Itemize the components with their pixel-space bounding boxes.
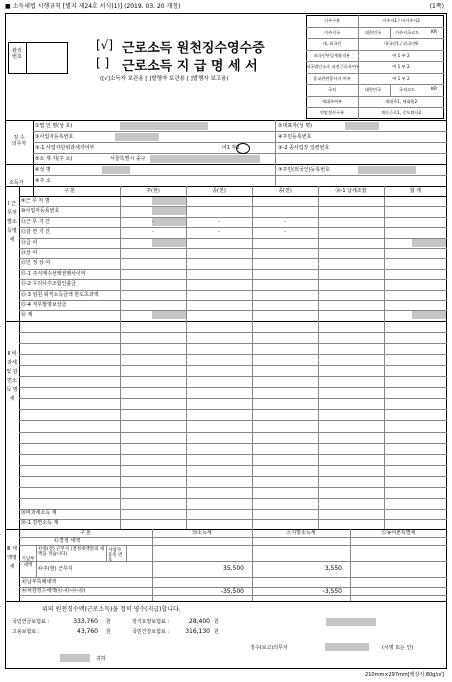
work-period-dash: - — [152, 218, 154, 225]
previous-work-label: ㊸종(전) 근무지 (결정세액란의 세액을 적습니다) — [38, 547, 105, 557]
employment-insurance-value: 43,760 — [77, 628, 98, 635]
work-table-row-label: ⑫감 면 기 간 — [21, 229, 51, 236]
biz-reg-no-label: ③사업자등록번호 — [35, 134, 74, 140]
title-statement: 근로소득 지 급 명 세 서 — [122, 59, 258, 74]
section-one-label: Ⅰ 근무처별소득명세 — [7, 201, 17, 243]
reduction-period-dash: - — [152, 229, 154, 236]
resident-row-label: 내, 외국인 — [322, 41, 342, 46]
work-table-column-header: 구 분 — [63, 188, 76, 194]
deducted-income-tax: -35,500 — [220, 588, 244, 595]
signature-label: (서명 또는 인) — [382, 645, 414, 651]
tax-table-column-header: 구 분 — [79, 530, 92, 536]
ltc-unit: 원 — [214, 619, 219, 625]
work-table-row-label: ⑨근 무 처 명 — [21, 198, 50, 204]
work-period-dash: - — [218, 218, 220, 225]
form-reference: ■ 소득세법 시행규칙 [별지 제24호 서식(1)] (2019. 03. 20 개정) — [5, 3, 181, 10]
work-table-column-header: ⑯-1 납세조합 — [335, 188, 367, 194]
employment-insurance-unit: 원 — [106, 629, 111, 635]
tax-table-column-header: ㉒농어촌특별세 — [381, 530, 416, 536]
resident-row-value: 여 1 부 2 — [392, 64, 410, 69]
health-insurance-value: 316,130 — [185, 628, 210, 635]
resident-row-label: 외국법인소속 파견근로자여부 — [306, 64, 360, 69]
section-two-label: Ⅱ 비과세 및 감면소득 명세 — [6, 351, 18, 402]
resident-row-value: 거주자1 / 비거주자2 — [382, 18, 420, 23]
tax-table-column-header: ㉑지방소득세 — [286, 530, 316, 536]
resident-row-label: 세대주여부 — [321, 98, 343, 104]
current-local-tax: 3,550 — [324, 565, 342, 572]
resident-row-extra-label: 국적코드 — [398, 87, 416, 92]
salary-total-cell — [412, 239, 446, 247]
resident-row-value: 여 1 부 2 — [392, 75, 410, 81]
reduction-period-dash: - — [218, 229, 220, 236]
reduced-income-total-label: ⑳-1 감면소득 계 — [21, 520, 59, 526]
work-table-row-label: ⑩사업자등록번호 — [21, 208, 60, 215]
work-period-dash: - — [284, 218, 286, 225]
paper-spec: 210mm×297mm[백상지 80g/㎡] — [365, 672, 444, 678]
collector-label: 징수(보고)의무자 — [250, 645, 288, 651]
representative-value — [345, 122, 379, 130]
work-table-row-label: ⑬급 여 — [21, 239, 38, 246]
selected-no-circle — [236, 143, 250, 154]
company-name-label: ①법 인 명(상 호) — [35, 123, 73, 129]
prepaid-tax-label: 기납부 세액 — [21, 557, 35, 568]
resident-row-extra-label: 거주지국코드 — [394, 29, 420, 35]
work-table-row-label: ⑭상 여 — [21, 250, 38, 256]
work-table-row-label: ⑮-1 주식매수선택권행사이익 — [21, 270, 86, 277]
recipient-label: 귀하 — [96, 656, 106, 662]
earner-resident-no-value — [358, 166, 416, 174]
grand-total-cell — [412, 311, 446, 319]
biz-no-label: 사업자 등록 번호 — [108, 548, 123, 563]
resident-row-extra-value: KR — [430, 87, 438, 92]
resident-row-label: 거주구분 — [323, 18, 341, 23]
work-table-row-label: ⑮-2 우리사주조합인출금 — [21, 281, 77, 288]
date-redacted — [326, 618, 376, 626]
empty-checkbox: [ ] — [96, 56, 110, 70]
nontax-total-label: ⑳비과세소득 계 — [21, 510, 57, 516]
deducted-local-tax: -3,550 — [322, 588, 342, 595]
earner-address-label: ⑧주 소 — [35, 178, 51, 184]
ltc-label: 장기요양보험료 : — [132, 619, 170, 625]
resident-row-value: 계속근로1, 중도퇴사2 — [380, 110, 422, 115]
decided-tax-label: ㊷결정 세액 — [54, 538, 80, 544]
address-value: 서울특별시 중구 — [110, 156, 146, 162]
resident-row-extra-value: KR — [430, 29, 438, 35]
resident-row-value: 내국인1 / 외국인9 — [384, 41, 418, 46]
resident-row-label: 외국인단일세율적용 — [313, 52, 351, 58]
resident-row-label: 종교관련종사자 여부 — [313, 75, 351, 81]
pension-label: 국민연금보험료 : — [12, 619, 50, 625]
sub-biz-no-label: ③-2 종사업장 일련번호 — [278, 145, 330, 151]
deducted-tax-label: ㊻차감징수세액(㊷-㊸-㊹-㊺) — [22, 588, 86, 594]
management-number-label: 관리 번호 — [12, 48, 22, 60]
collector-redacted — [325, 643, 369, 651]
section-three-label: Ⅲ 세액명세 — [7, 546, 17, 570]
reduction-period-dash: - — [284, 229, 286, 236]
recipient-redacted — [60, 654, 90, 662]
resident-row-label: 거주지국 — [323, 29, 341, 35]
tax-table-column-header: ⑳소득세 — [192, 530, 212, 536]
resident-row-value: 세대주1, 세대원2 — [384, 98, 418, 104]
check-mark: [√] — [96, 38, 114, 52]
copy-type: ([√]소득자 보관용 [ ]발행자 보관용 [ ]발행자 보고용) — [100, 76, 229, 82]
work-table-row-label: ⑮인 정 상 여 — [21, 260, 51, 267]
work-table-row-label: ⑯ 계 — [21, 312, 33, 319]
biz-reg-no-value — [115, 133, 159, 141]
title-receipt: 근로소득 원천징수영수증 — [122, 41, 265, 56]
representative-label: ②대표자(성 명) — [278, 123, 313, 129]
pension-value: 333,760 — [73, 618, 98, 625]
work-table-row-label: ⑮-4 직무발명보상금 — [21, 302, 67, 308]
payer-section-label: 징 수 의무자 — [11, 135, 27, 147]
work-table-column-header: 종(전) — [278, 188, 292, 194]
work-table-column-header: 합 계 — [409, 188, 422, 194]
resident-row-label: 연말정산구분 — [319, 110, 345, 115]
current-income-tax: 35,500 — [223, 565, 244, 572]
work-table-column-header: 주(현) — [146, 188, 160, 194]
current-employer-cell — [152, 207, 186, 215]
ltc-value: 28,400 — [189, 618, 210, 625]
earner-name-value — [102, 166, 130, 174]
receipt-statement: 위의 원천징수액(근로소득)을 정히 영수(지급)합니다. — [42, 606, 181, 613]
special-payment-label: ㊺납부특례세액 — [22, 579, 56, 585]
unit-tax-value: 여1 부2 — [222, 145, 240, 151]
health-insurance-unit: 원 — [214, 629, 219, 635]
unit-tax-label: ③-1 사업자단위과세자여부 — [35, 145, 95, 151]
work-table-row-label: ⑮-3 임원 퇴직소득금액 한도초과액 — [21, 291, 99, 298]
address-label: ⑤소 재 지(주 소) — [35, 156, 73, 162]
earner-name-label: ⑥성 명 — [35, 167, 51, 173]
address-redacted — [150, 155, 260, 163]
resident-row-value: 대한민국 — [364, 87, 382, 92]
payer-resident-no-label: ④주민등록번호 — [278, 134, 312, 140]
earner-section-label: 소득자 — [9, 180, 24, 186]
resident-row-value: 여 1 부 2 — [392, 52, 410, 58]
work-table-column-header: 종(전) — [212, 188, 226, 194]
employment-insurance-label: 고용보험료 : — [12, 629, 40, 635]
salary-cell — [152, 239, 186, 247]
resident-row-label: 국적 — [327, 87, 337, 92]
resident-row-value: 대한민국 — [364, 29, 382, 35]
health-insurance-label: 국민건강보험료 : — [132, 629, 170, 635]
page-number: (1쪽) — [429, 3, 444, 10]
earner-resident-no-label: ⑦주민(외국인)등록번호 — [278, 167, 330, 173]
pension-unit: 원 — [106, 619, 111, 625]
current-employer-cell — [152, 197, 186, 205]
company-name-value — [120, 122, 208, 130]
work-table-row-label: ⑪근 무 기 간 — [21, 218, 51, 225]
current-work-label: ㊹주(현) 근무지 — [38, 566, 73, 572]
total-cell — [152, 311, 186, 319]
